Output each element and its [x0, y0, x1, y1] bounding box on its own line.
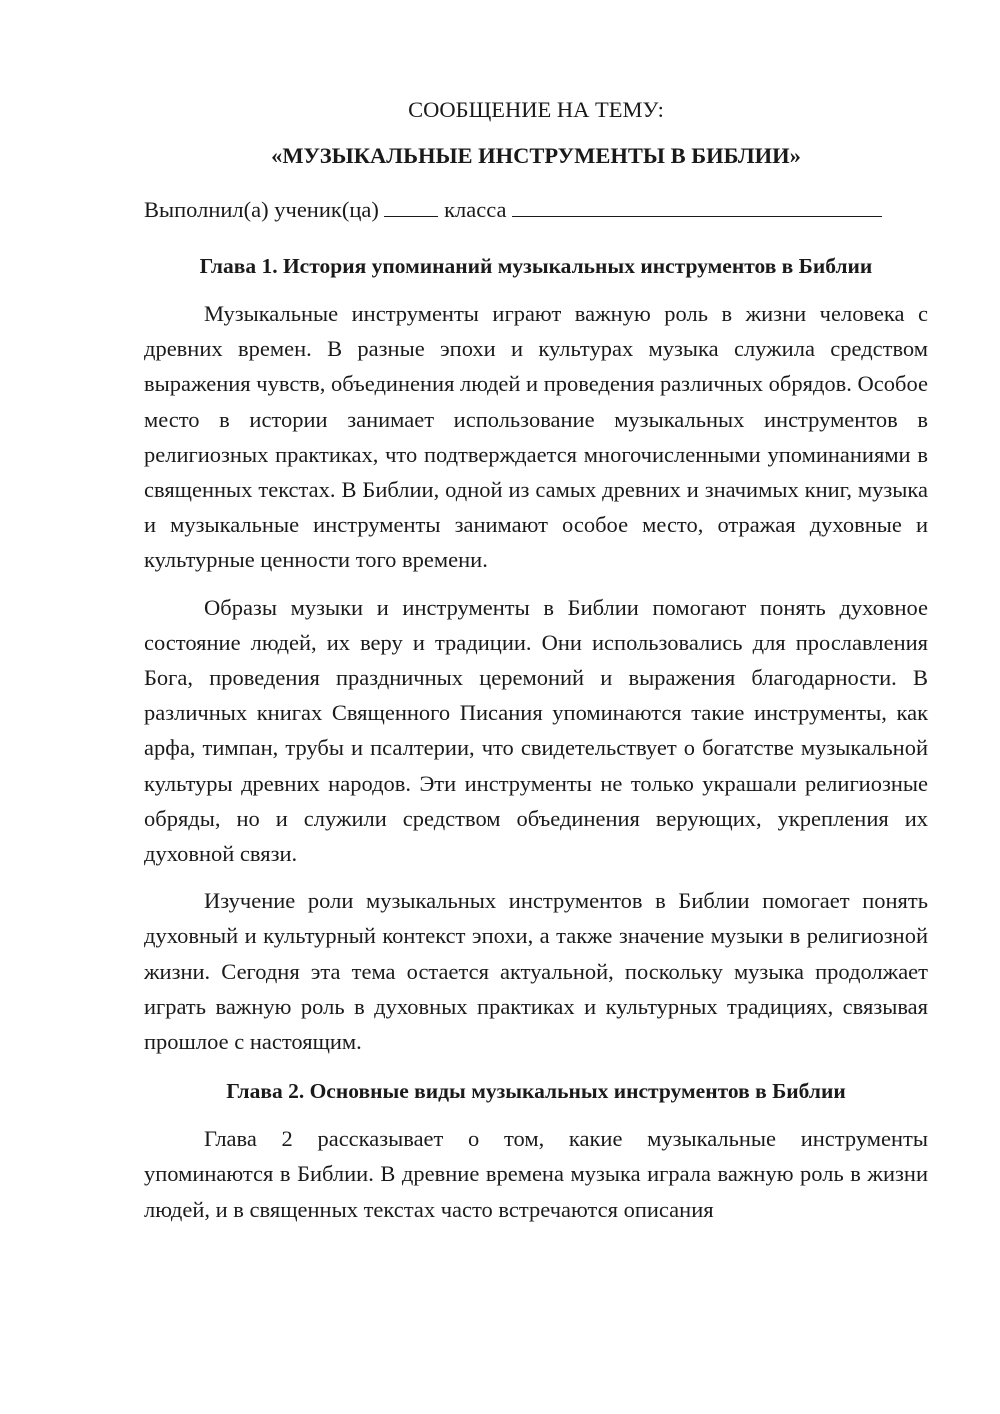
chapter-1-paragraph-2: Образы музыки и инструменты в Библии помогают понять духовное состояние людей, их веру и традиции. Они использовались для прославления Бога, проведения праздничных церемоний и выражения благодарности. В различных книгах Священного Писания упоминаются такие инструменты, как арфа, тимпан, трубы и псалтерии, что свидетельствует о богатстве музыкальной культуры древних народов. Эти инструменты не только украшали религиозные обряды, но и служили средством объединения верующих, укрепления их духовной связи.: [144, 594, 928, 867]
class-label: класса: [444, 197, 507, 222]
document-content: [144, 92, 928, 1227]
author-line: [144, 192, 928, 228]
chapter-2-paragraph-1: Глава 2 рассказывает о том, какие музыкальные инструменты упоминаются в Библии. В древние времена музыка играла важную роль в жизни людей, и в священных текстах часто встречаются описания: [144, 1126, 928, 1222]
author-name-blank: [512, 196, 882, 217]
document-title: «МУЗЫКАЛЬНЫЕ ИНСТРУМЕНТЫ В БИБЛИИ»: [271, 143, 801, 168]
class-number-blank: [384, 196, 438, 217]
chapter-1-heading: Глава 1. История упоминаний музыкальных инструментов в Библии: [199, 254, 873, 278]
chapter-2-heading: Глава 2. Основные виды музыкальных инструментов в Библии: [226, 1079, 846, 1104]
document-title-topic: СООБЩЕНИЕ НА ТЕМУ:: [408, 97, 664, 122]
chapter-1-paragraph-3: Изучение роли музыкальных инструментов в Библии помогает понять духовный и культурный контекст эпохи, а также значение музыки в религиозной жизни. Сегодня эта тема остается актуальной, поскольку музыка продолжает играть важную роль в духовных практиках и культурных традициях, связывая прошлое с настоящим.: [144, 888, 928, 1055]
chapter-1-paragraph-1: Музыкальные инструменты играют важную роль в жизни человека с древних времен. В разные эпохи и культурах музыка служила средством выражения чувств, объединения людей и проведения различных обрядов. Особое место в истории занимает использование музыкальных инструментов в религиозных практиках, что подтверждается многочисленными упоминаниями в священных текстах. В Библии, одной из самых древних и значимых книг, музыка и музыкальные инструменты занимают особое место, отражая духовные и культурные ценности того времени.: [144, 301, 928, 573]
author-label: Выполнил(а) ученик(ца): [144, 197, 379, 222]
